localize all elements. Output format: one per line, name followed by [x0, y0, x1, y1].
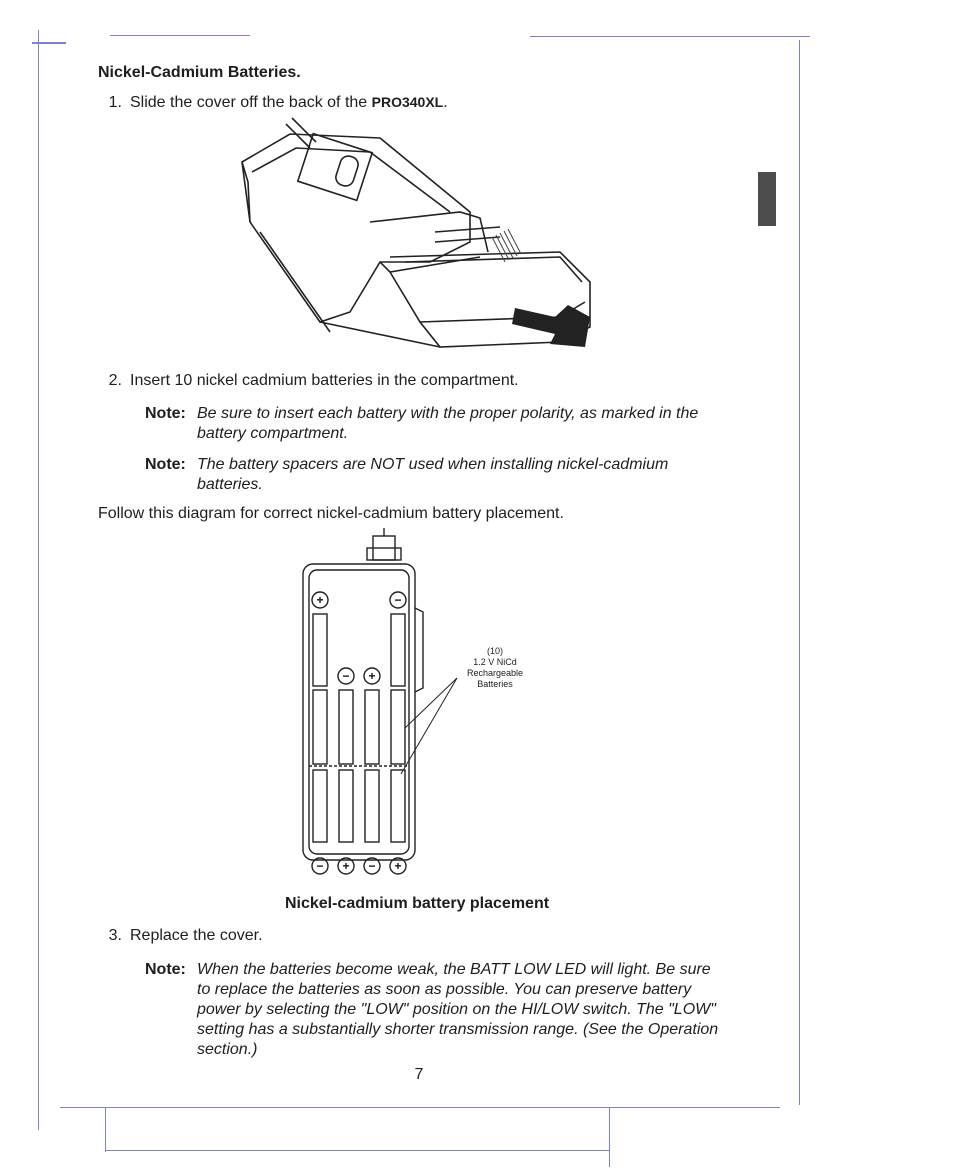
step-2 [100, 372, 700, 392]
step-3 [100, 927, 700, 947]
label-type: Rechargeable [466, 668, 524, 678]
note-label: Note: [145, 456, 186, 473]
note-text: Be sure to insert each battery with the proper polarity, as marked in the battery compartment. [197, 405, 699, 442]
polarity-plus-icon: + [342, 859, 350, 873]
label-batteries: Batteries [477, 679, 513, 689]
radio-cover-illustration [230, 112, 600, 362]
label-voltage: 1.2 V NiCd [473, 657, 517, 667]
label-count: (10) [486, 646, 503, 656]
scan-border-bottom [60, 1107, 780, 1108]
polarity-minus-icon: − [316, 859, 324, 873]
battery-spec-label [440, 646, 550, 690]
note-text: When the batteries become weak, the BATT LOW LED will light. Be sure to replace the batteries as soon as possible. You can preserve battery power by selecting the "LOW" position on the HI/LOW switch. The "LOW" setting has a substantially shorter transmission range. (See the Operation section.) [197, 961, 719, 1058]
polarity-minus-icon: − [394, 593, 402, 607]
polarity-minus-icon: − [342, 669, 350, 683]
step-1 [100, 94, 700, 114]
scan-border-bottom2 [105, 1150, 610, 1151]
edge-tab-mark [758, 172, 776, 226]
model-name: PRO340XL [371, 94, 444, 110]
note-spacers [145, 455, 745, 495]
scan-border-right [799, 40, 800, 1105]
scan-mark-corner [32, 42, 66, 44]
note-text: The battery spacers are NOT used when installing nickel-cadmium batteries. [197, 456, 669, 493]
scan-tick-2 [609, 1107, 610, 1167]
step-number: 1. [108, 94, 122, 111]
diagram-intro-paragraph: Follow this diagram for correct nickel-cadmium battery placement. [98, 505, 564, 522]
step-number: 2. [108, 372, 122, 389]
note-label: Note: [145, 961, 186, 978]
note-polarity [145, 404, 745, 444]
page-number: 7 [414, 1066, 424, 1083]
step-text: Replace the cover. [130, 927, 263, 944]
scan-border-top-right [530, 36, 810, 37]
note-label: Note: [145, 405, 186, 422]
polarity-minus-icon: − [368, 859, 376, 873]
polarity-plus-icon: + [368, 669, 376, 683]
polarity-plus-icon: + [316, 593, 324, 607]
scan-border-left [38, 30, 39, 1130]
scan-tick-1 [105, 1107, 106, 1152]
diagram-caption: Nickel-cadmium battery placement [284, 895, 550, 912]
step-number: 3. [108, 927, 122, 944]
step-text: Insert 10 nickel cadmium batteries in the compartment. [130, 372, 519, 389]
polarity-plus-icon: + [394, 859, 402, 873]
step-text: Slide the cover off the back of the PRO340XL. [130, 94, 448, 111]
note-batt-low [145, 960, 745, 1060]
scan-border-top [110, 35, 250, 36]
section-heading: Nickel-Cadmium Batteries. [98, 64, 301, 81]
